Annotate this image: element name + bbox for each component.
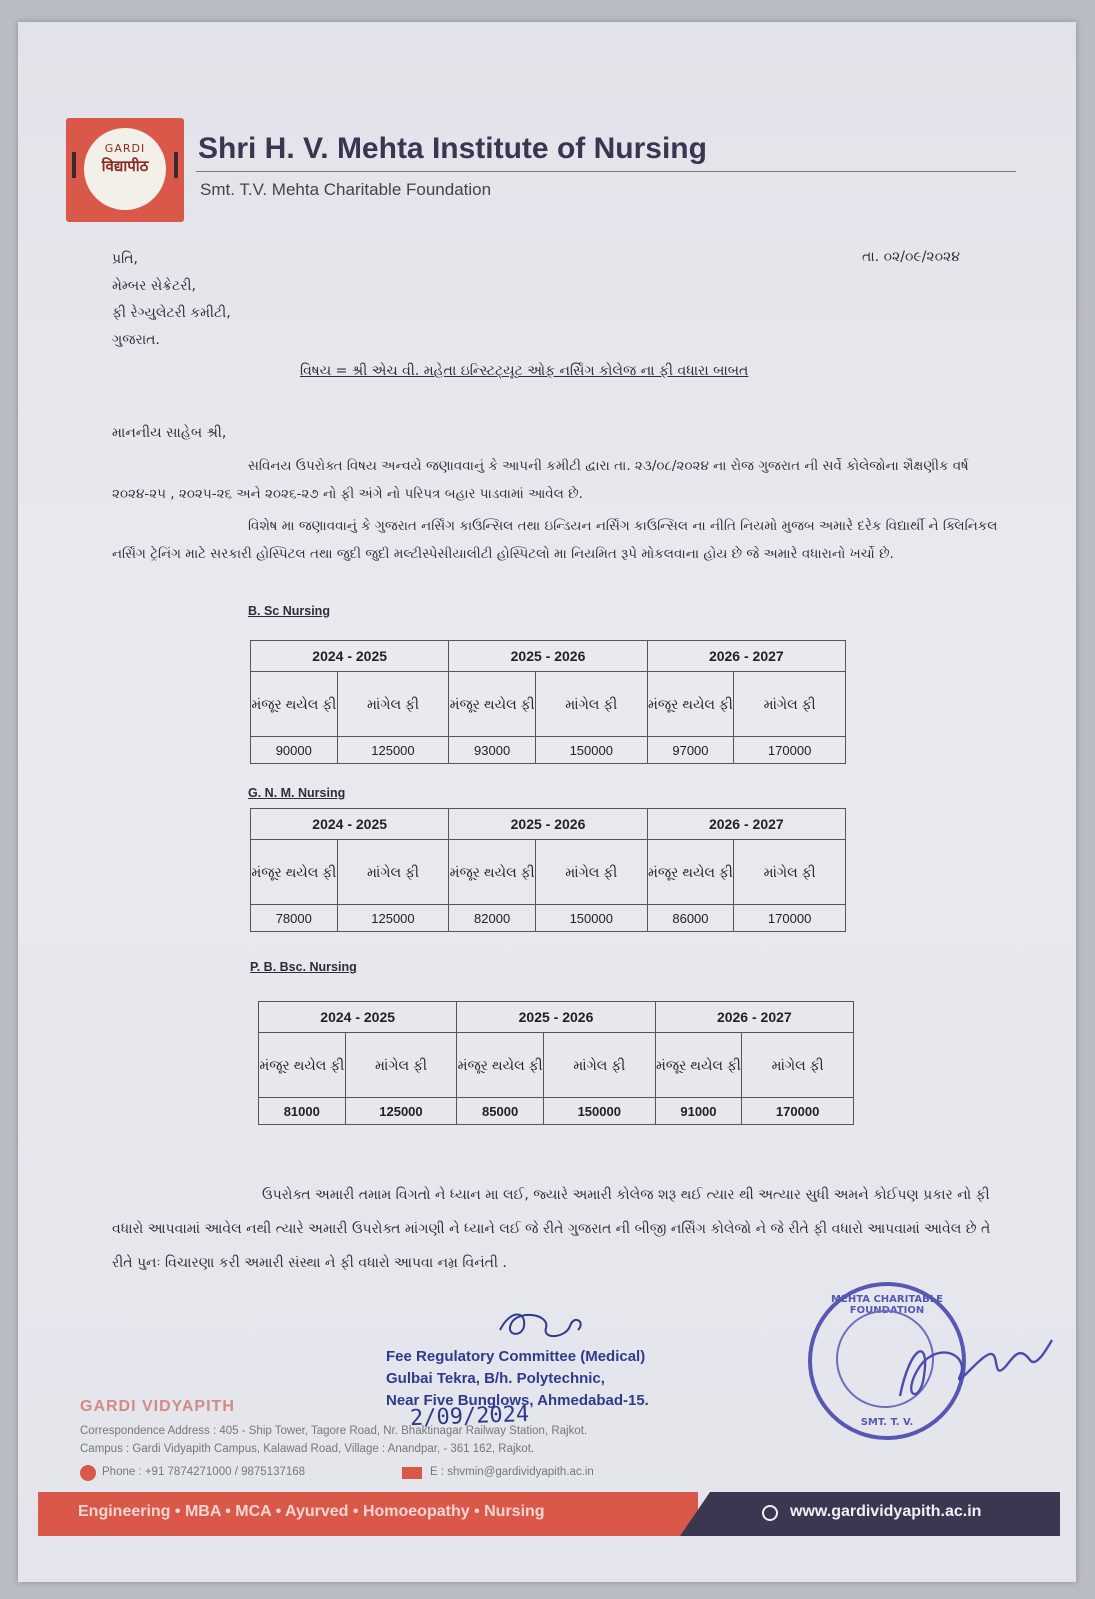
year-header: 2025 - 2026 [449,809,647,840]
gardi-vidyapith-logo [66,118,184,222]
fee-cell: 150000 [535,905,647,932]
fee-table-pbbsc [258,1001,854,1125]
stamp-line: Fee Regulatory Committee (Medical) [386,1348,646,1365]
stamp-line: Near Five Bunglows, Ahmedabad-15. [386,1392,649,1409]
foundation-subtitle: Smt. T.V. Mehta Charitable Foundation [200,180,492,199]
requested-fee-label: માંગેલ ફી [535,840,647,905]
address-line: ગુજરાત. [112,332,160,348]
fee-cell: 170000 [742,1098,854,1125]
requested-fee-label: માંગેલ ફી [345,1033,457,1098]
paragraph-1: સવિનય ઉપરોક્ત વિષય અન્વયે જણાવવાનું કે આપની કમીટી દ્વારા તા. ૨૩/૦૮/૨૦૨૪ ના રોજ ગુજરાત ની સર્વે કોલેજોના શૈક્ષણીક વર્ષ ૨૦૨૪-૨૫ , ૨૦૨૫-૨૬ અને ૨૦૨૬-૨૭ નો ફી અંગે નો પરિપત્ર બહાર પાડવામાં આવેલ છે. [112,458,969,502]
year-header: 2026 - 2027 [647,641,845,672]
logo-mid-text: विद्यापीठ [101,157,149,175]
requested-fee-label: માંગેલ ફી [543,1033,655,1098]
fee-cell: 85000 [457,1098,544,1125]
footer-org-name: GARDI VIDYAPITH [80,1398,235,1415]
requested-fee-label: માંગેલ ફી [337,840,449,905]
correspondence-address: Correspondence Address : 405 - Ship Tower, Tagore Road, Nr. Bhaktinagar Railway Station, Rajkot. [80,1425,588,1437]
year-header: 2024 - 2025 [259,1002,457,1033]
year-header: 2025 - 2026 [449,641,647,672]
approved-fee-label: મંજૂર થયેલ ફી [251,840,338,905]
fee-cell: 97000 [647,737,734,764]
fee-cell: 90000 [251,737,338,764]
receipt-signature [490,1304,590,1344]
address-line: ફી રેગ્યુલેટરી કમીટી, [112,305,231,321]
seal-bottom-text: SMT. T. V. [860,1417,914,1428]
fee-cell: 78000 [251,905,338,932]
recipient-address [112,246,231,354]
approved-fee-label: મંજૂર થયેલ ફી [647,840,734,905]
requested-fee-label: માંગેલ ફી [734,840,846,905]
year-header: 2025 - 2026 [457,1002,655,1033]
approved-fee-label: મંજૂર થયેલ ફી [457,1033,544,1098]
year-header: 2024 - 2025 [251,641,449,672]
logo-bar-left [72,152,76,178]
fee-cell: 125000 [337,905,449,932]
requested-fee-label: માંગેલ ફી [535,672,647,737]
year-header: 2024 - 2025 [251,809,449,840]
table-caption-gnm: G. N. M. Nursing [248,786,346,800]
fee-cell: 170000 [734,905,846,932]
salutation: માનનીય સાહેબ શ્રી, [112,425,227,441]
approved-fee-label: મંજૂર થયેલ ફી [259,1033,346,1098]
letter-subject: વિષય = શ્રી એચ વી. મહેતા ઇન્સ્ટિટ્યૂટ ઓફ નર્સિંગ કોલેજ ના ફી વધારા બાબત [300,363,749,379]
fee-table-bsc [250,640,846,764]
phone-icon [80,1465,96,1481]
table-caption-pbbsc: P. B. Bsc. Nursing [250,960,357,974]
requested-fee-label: માંગેલ ફી [734,672,846,737]
campus-address: Campus : Gardi Vidyapith Campus, Kalawad Road, Village : Anandpar, - 361 162, Rajkot. [80,1443,535,1455]
institute-title: Shri H. V. Mehta Institute of Nursing [198,132,707,165]
fee-cell: 125000 [337,737,449,764]
authorized-signature [880,1326,1060,1416]
globe-icon [762,1505,778,1521]
footer-programs: Engineering • MBA • MCA • Ayurved • Homoeopathy • Nursing [78,1503,545,1520]
fee-cell: 150000 [543,1098,655,1125]
fee-table-gnm [250,808,846,932]
email-icon [402,1467,422,1479]
approved-fee-label: મંજૂર થયેલ ફી [251,672,338,737]
paragraph-2: વિશેષ મા જણાવવાનું કે ગુજરાત નર્સિંગ કાઉન્સિલ તથા ઇન્ડિયન નર્સિંગ કાઉન્સિલ ના નીતિ નિયમો મુજબ અમારે દરેક વિદ્યાર્થી ને ક્લિનિકલ નર્સિંગ ટ્રેનિંગ માટે સરકારી હોસ્પિટલ તથા જુદી જુદી મલ્ટીસ્પેસીયાલીટી હોસ્પિટલો મા નિયમિત રૂપે મોકલવાના હોય છે જે અમારે વધારાનો ખર્ચો છે. [112,518,998,562]
year-header: 2026 - 2027 [647,809,845,840]
address-line: પ્રતિ, [112,251,138,267]
fee-cell: 170000 [734,737,846,764]
fee-cell: 125000 [345,1098,457,1125]
fee-cell: 86000 [647,905,734,932]
seal-top-text: MEHTA CHARITABLE FOUNDATION [831,1294,943,1316]
header-rule [196,171,1016,172]
footer-website: www.gardividyapith.ac.in [790,1503,982,1520]
stamp-line: Gulbai Tekra, B/h. Polytechnic, [386,1370,605,1387]
email-address: E : shvmin@gardividyapith.ac.in [430,1466,594,1478]
fee-cell: 150000 [535,737,647,764]
requested-fee-label: માંગેલ ફી [337,672,449,737]
phone-numbers: Phone : +91 7874271000 / 9875137168 [102,1466,306,1478]
address-line: મેમ્બર સેક્રેટરી, [112,278,196,294]
fee-cell: 81000 [259,1098,346,1125]
fee-cell: 91000 [655,1098,742,1125]
logo-bar-right [174,152,178,178]
approved-fee-label: મંજૂર થયેલ ફી [449,672,536,737]
paragraph-3: ઉપરોક્ત અમારી તમામ વિગતો ને ધ્યાન મા લઈ, જ્યારે અમારી કોલેજ શરૂ થઈ ત્યાર થી અત્યાર સુધી અમને કોઈપણ પ્રકાર નો ફી વધારો આપવામાં આવેલ નથી ત્યારે અમારી ઉપરોક્ત માંગણી ને ધ્યાને લઈ જે રીતે ગુજરાત ની બીજી નર્સિંગ કોલેજો ને જે રીતે ફી વધારો આપવામાં આવેલ છે તે રીતે પુનઃ વિચારણા કરી અમારી સંસ્થા ને ફી વધારો આપવા નમ્ર વિનંતી . [112,1187,991,1271]
letter-date: તા. ૦૨/૦૯/૨૦૨૪ [862,249,960,265]
approved-fee-label: મંજૂર થયેલ ફી [449,840,536,905]
fee-cell: 82000 [449,905,536,932]
approved-fee-label: મંજૂર થયેલ ફી [647,672,734,737]
handwritten-date: 2/09/2024 [409,1401,530,1432]
requested-fee-label: માંગેલ ફી [742,1033,854,1098]
approved-fee-label: મંજૂર થયેલ ફી [655,1033,742,1098]
table-caption-bsc: B. Sc Nursing [248,604,330,618]
fee-cell: 93000 [449,737,536,764]
logo-top-text: GARDI [104,142,146,155]
year-header: 2026 - 2027 [655,1002,853,1033]
